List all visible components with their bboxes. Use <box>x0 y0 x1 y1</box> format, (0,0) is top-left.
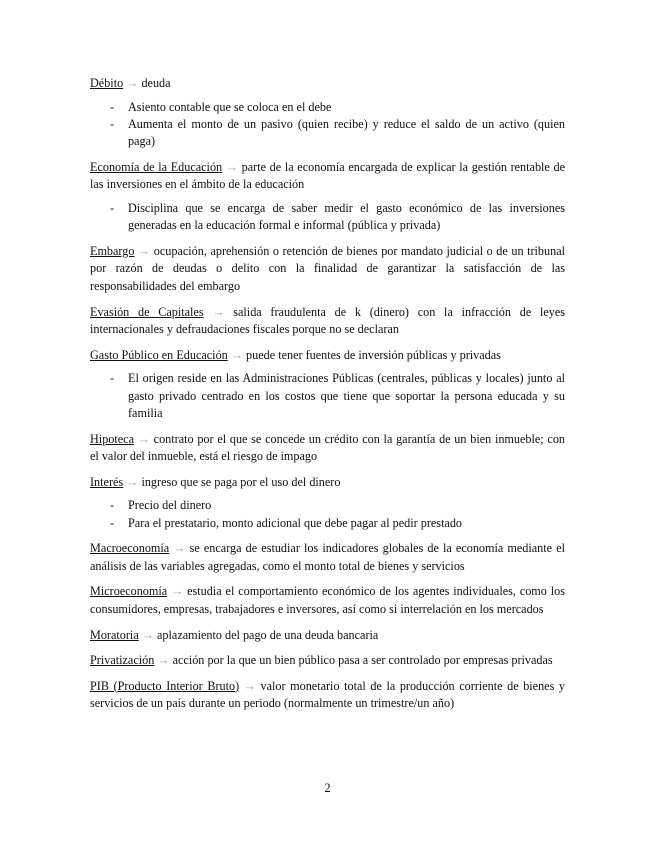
glossary-entry <box>90 583 565 618</box>
entry-term: Evasión de Capitales <box>90 304 204 319</box>
subitem-text: Disciplina que se encarga de saber medir el gasto económico de las inversiones generadas en la educación formal e informal (pública y privada) <box>128 201 565 233</box>
bullet-dash-icon: - <box>110 371 115 386</box>
glossary-entry <box>90 75 565 93</box>
entry-subitems <box>90 497 565 532</box>
subitem <box>90 116 565 151</box>
glossary-entry <box>90 474 565 492</box>
bullet-dash-icon: - <box>110 99 115 114</box>
glossary-entry <box>90 678 565 713</box>
subitem-text: El origen reside en las Administraciones Públicas (centrales, públicas y locales) junto al gasto privado centrado en los costos que tiene que soportar la persona educada y su familia <box>128 371 565 421</box>
arrow-right-icon: → <box>243 678 256 693</box>
entry-subitems <box>90 200 565 235</box>
entry-term: Gasto Público en Educación <box>90 347 228 362</box>
entry-subitems <box>90 99 565 151</box>
entry-term: Hipoteca <box>90 431 134 446</box>
bullet-dash-icon: - <box>110 498 115 513</box>
entry-term: Débito <box>90 76 124 90</box>
entry-definition: estudia el comportamiento económico de los agentes individuales, como los consumidores, empresas, trabajadores e inversores, así como si interrelación en los mercados <box>90 584 565 616</box>
entry-term: Embargo <box>90 243 135 258</box>
entry-definition: ocupación, aprehensión o retención de bienes por mandato judicial o de un tribunal por razón de deudas o delito con la finalidad de garantizar la satisfacción de las responsabilidades del embargo <box>90 243 565 293</box>
entry-term: Economía de la Educación <box>90 159 223 174</box>
glossary-page <box>90 75 565 721</box>
subitem <box>90 99 565 116</box>
arrow-right-icon: → <box>225 159 238 174</box>
entry-term: Microeconomía <box>90 584 168 599</box>
entry-definition: contrato por el que se concede un crédito con la garantía de un bien inmueble; con el valor del inmueble, está el riesgo de impago <box>90 431 566 464</box>
subitem-text: Para el prestatario, monto adicional que debe pagar al pedir prestado <box>128 515 463 530</box>
glossary-entry <box>90 652 565 670</box>
bullet-dash-icon: - <box>110 201 115 215</box>
arrow-right-icon: → <box>138 243 151 258</box>
entry-definition: puede tener fuentes de inversión públicas y privadas <box>243 347 501 362</box>
bullet-dash-icon: - <box>110 515 115 530</box>
arrow-right-icon: → <box>137 431 150 446</box>
arrow-right-icon: → <box>141 627 154 642</box>
entry-term: Moratoria <box>90 627 139 642</box>
entry-definition: aplazamiento del pago de una deuda bancaria <box>153 627 379 642</box>
subitem <box>90 200 565 235</box>
page-number: 2 <box>324 781 331 795</box>
glossary-entry <box>90 159 565 194</box>
glossary-entry <box>90 243 565 296</box>
entry-definition: se encarga de estudiar los indicadores globales de la economía mediante el análisis de las variables agregadas, como el monto total de bienes y servicios <box>90 541 565 573</box>
glossary-entry <box>90 540 565 575</box>
entry-definition: deuda <box>138 76 171 90</box>
subitem <box>90 370 565 422</box>
glossary-entry <box>90 431 565 466</box>
arrow-right-icon: → <box>212 304 225 319</box>
subitem-text: Aumenta el monto de un pasivo (quien recibe) y reduce el saldo de un activo (quien paga) <box>128 117 565 149</box>
entry-definition: salida fraudulenta de k (dinero) con la infracción de leyes internacionales y defraudaciones fiscales porque no se declaran <box>90 304 566 337</box>
entry-definition: ingreso que se paga por el uso del dinero <box>138 474 341 489</box>
subitem <box>90 515 565 532</box>
bullet-dash-icon: - <box>110 117 115 131</box>
entry-term: PIB (Producto Interior Bruto) <box>90 678 240 693</box>
glossary-entry <box>90 627 565 645</box>
arrow-right-icon: → <box>126 474 139 489</box>
entry-term: Privatización <box>90 653 155 668</box>
glossary-entry <box>90 347 565 365</box>
entry-definition: parte de la economía encargada de explicar la gestión rentable de las inversiones en el ámbito de la educación <box>90 159 565 192</box>
entry-subitems <box>90 370 565 422</box>
glossary-entry <box>90 304 565 339</box>
subitem <box>90 497 565 514</box>
entry-definition: valor monetario total de la producción corriente de bienes y servicios de un país durante un periodo (normalmente un trimestre/un año) <box>90 678 566 711</box>
arrow-right-icon: → <box>171 584 184 599</box>
entry-definition: acción por la que un bien público pasa a ser controlado por empresas privadas <box>169 653 553 668</box>
entry-term: Interés <box>90 474 124 489</box>
arrow-right-icon: → <box>173 541 186 556</box>
subitem-text: Asiento contable que se coloca en el debe <box>128 99 332 114</box>
arrow-right-icon: → <box>230 347 243 362</box>
arrow-right-icon: → <box>126 76 139 90</box>
entry-term: Macroeconomía <box>90 541 170 556</box>
arrow-right-icon: → <box>157 653 170 668</box>
subitem-text: Precio del dinero <box>128 498 212 513</box>
